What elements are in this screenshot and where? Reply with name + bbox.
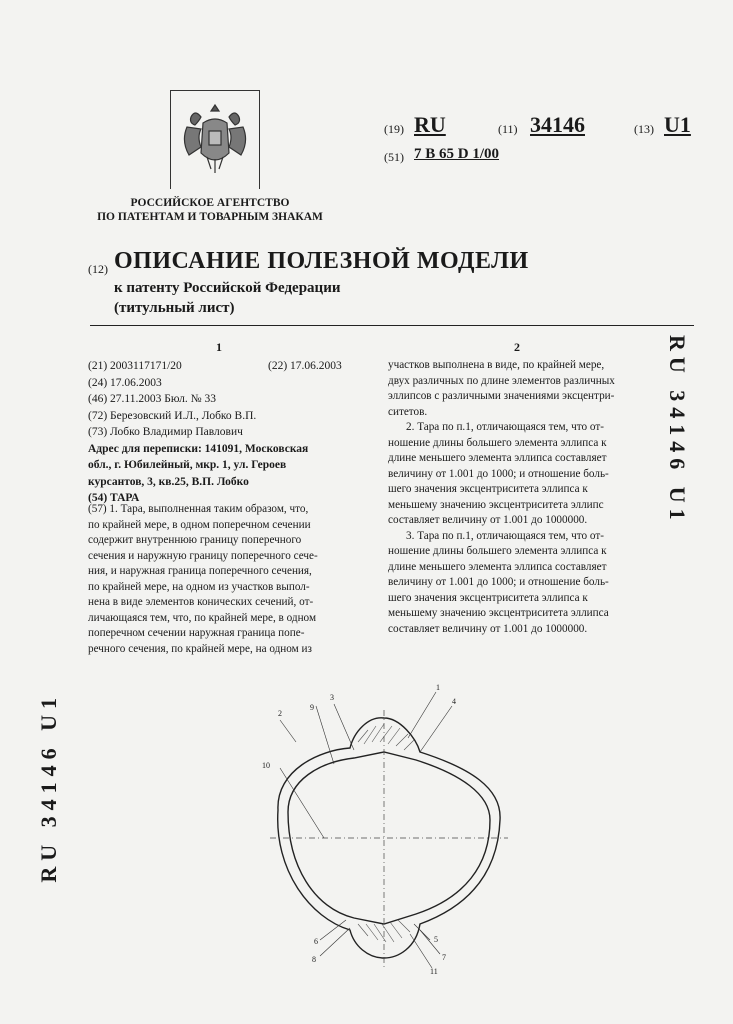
- claim-line: шего значения эксцентриситета эллипса к: [388, 483, 588, 495]
- claim-line: ситетов.: [388, 405, 428, 418]
- agency-name: [60, 196, 360, 224]
- claim-line: 2. Тара по п.1, отличающаяся тем, что от-: [406, 421, 604, 433]
- code-12: (12): [88, 262, 108, 276]
- russian-eagle-emblem-icon: [171, 91, 259, 189]
- side-code-left: RU 34146 U1: [36, 692, 61, 883]
- sheet-label: (титульный лист): [114, 300, 235, 316]
- claim-line: длине меньшего элемента эллипса составляет: [388, 560, 607, 573]
- claim-line: ношение длины большего элемента эллипса к: [388, 436, 607, 449]
- claim-line: величину от 1.001 до 1000; и отношение боль-: [388, 467, 609, 480]
- claim-line: (57) 1. Тара, выполненная таким образом, что,: [88, 503, 309, 515]
- claim-line: шего значения эксцентриситета эллипса к: [388, 591, 588, 604]
- bibliographic-data: [88, 358, 350, 507]
- label-10: 10: [262, 761, 270, 770]
- label-1: 1: [436, 683, 440, 692]
- country-code: RU: [414, 112, 446, 137]
- label-9: 9: [310, 703, 314, 712]
- claim-line: поперечном сечении наружная граница попе-: [88, 627, 305, 639]
- claim-line: ношение длины большего элемента эллипса к: [388, 545, 607, 557]
- invention-title: (54) ТАРА: [88, 492, 140, 504]
- claim-line: речного сечения, по крайней мере, на одном из: [88, 642, 312, 655]
- label-4: 4: [452, 697, 456, 706]
- label-6: 6: [314, 937, 318, 946]
- claim-line: меньшему значению эксцентриситета эллипса: [388, 607, 609, 619]
- claim-line: двух различных по длине элементов различных: [388, 374, 615, 387]
- agency-line-1: РОССИЙСКОЕ АГЕНТСТВО: [130, 197, 290, 209]
- document-subtitle: к патенту Российской Федерации: [114, 280, 341, 296]
- column-number-left: 1: [216, 340, 222, 354]
- claims-right-column: [388, 358, 650, 637]
- claim-line: эллипсов с различными значениями эксцентри-: [388, 390, 615, 402]
- code-51: (51): [384, 150, 404, 164]
- claim-line: по крайней мере, в одном поперечном сечении: [88, 518, 311, 531]
- column-number-right: 2: [514, 340, 520, 354]
- claim-line: величину от 1.001 до 1000; и отношение боль-: [388, 576, 609, 588]
- ipc-class: 7 B 65 D 1/00: [414, 146, 500, 162]
- claim-line: по крайней мере, на одном из участков выпол-: [88, 580, 310, 593]
- claim-line: личающаяся тем, что, по крайней мере, в одном: [88, 611, 317, 624]
- patent-number: 34146: [530, 112, 585, 137]
- code-19: (19): [384, 122, 404, 136]
- claim-line: ния, и наружная граница поперечного сечения,: [88, 565, 312, 577]
- code-11: (11): [498, 122, 518, 136]
- claim-line: нена в виде элементов конических сечений, от-: [88, 596, 314, 608]
- claim-line: длине меньшего элемента эллипса составляет: [388, 452, 607, 464]
- application-number: (21) 2003117171/20: [88, 360, 182, 372]
- owner: (73) Лобко Владимир Павлович: [88, 426, 243, 438]
- document-title: ОПИСАНИЕ ПОЛЕЗНОЙ МОДЕЛИ: [114, 248, 529, 274]
- label-3: 3: [330, 693, 334, 702]
- side-code-right: RU 34146 U1: [665, 335, 690, 526]
- claim-line: сечения и наружную границу поперечного сече-: [88, 549, 318, 562]
- claim-line: содержит внутреннюю границу поперечного: [88, 534, 302, 546]
- agency-line-2: ПО ПАТЕНТАМ И ТОВАРНЫМ ЗНАКАМ: [97, 211, 323, 223]
- cross-section-figure: [250, 680, 520, 980]
- code-13: (13): [634, 122, 654, 136]
- address-line-1: Адрес для переписки: 141091, Московская: [88, 442, 309, 455]
- label-11: 11: [430, 967, 438, 976]
- claim-line: участков выполнена в виде, по крайней мере,: [388, 359, 605, 371]
- date-46: (46) 27.11.2003 Бюл. № 33: [88, 393, 216, 405]
- label-7: 7: [442, 953, 446, 962]
- date-24: (24) 17.06.2003: [88, 376, 162, 389]
- label-2: 2: [278, 709, 282, 718]
- address-line-3: курсантов, 3, кв.25, В.П. Лобко: [88, 475, 249, 488]
- claims-left-column: [88, 502, 350, 657]
- claim-line: составляет величину от 1.001 до 1000000.: [388, 514, 588, 526]
- claim-line: 3. Тара по п.1, отличающаяся тем, что от-: [406, 529, 604, 542]
- kind-code: U1: [664, 112, 691, 137]
- filing-date: (22) 17.06.2003: [268, 360, 342, 372]
- emblem-frame: [170, 90, 260, 189]
- claim-line: меньшему значению эксцентриситета эллипс: [388, 498, 604, 511]
- label-8: 8: [312, 955, 316, 964]
- claim-line: составляет величину от 1.001 до 1000000.: [388, 622, 588, 635]
- address-line-2: обл., г. Юбилейный, мкр. 1, ул. Героев: [88, 459, 287, 471]
- authors: (72) Березовский И.Л., Лобко В.П.: [88, 409, 257, 422]
- label-5: 5: [434, 935, 438, 944]
- header-rule: [90, 325, 694, 326]
